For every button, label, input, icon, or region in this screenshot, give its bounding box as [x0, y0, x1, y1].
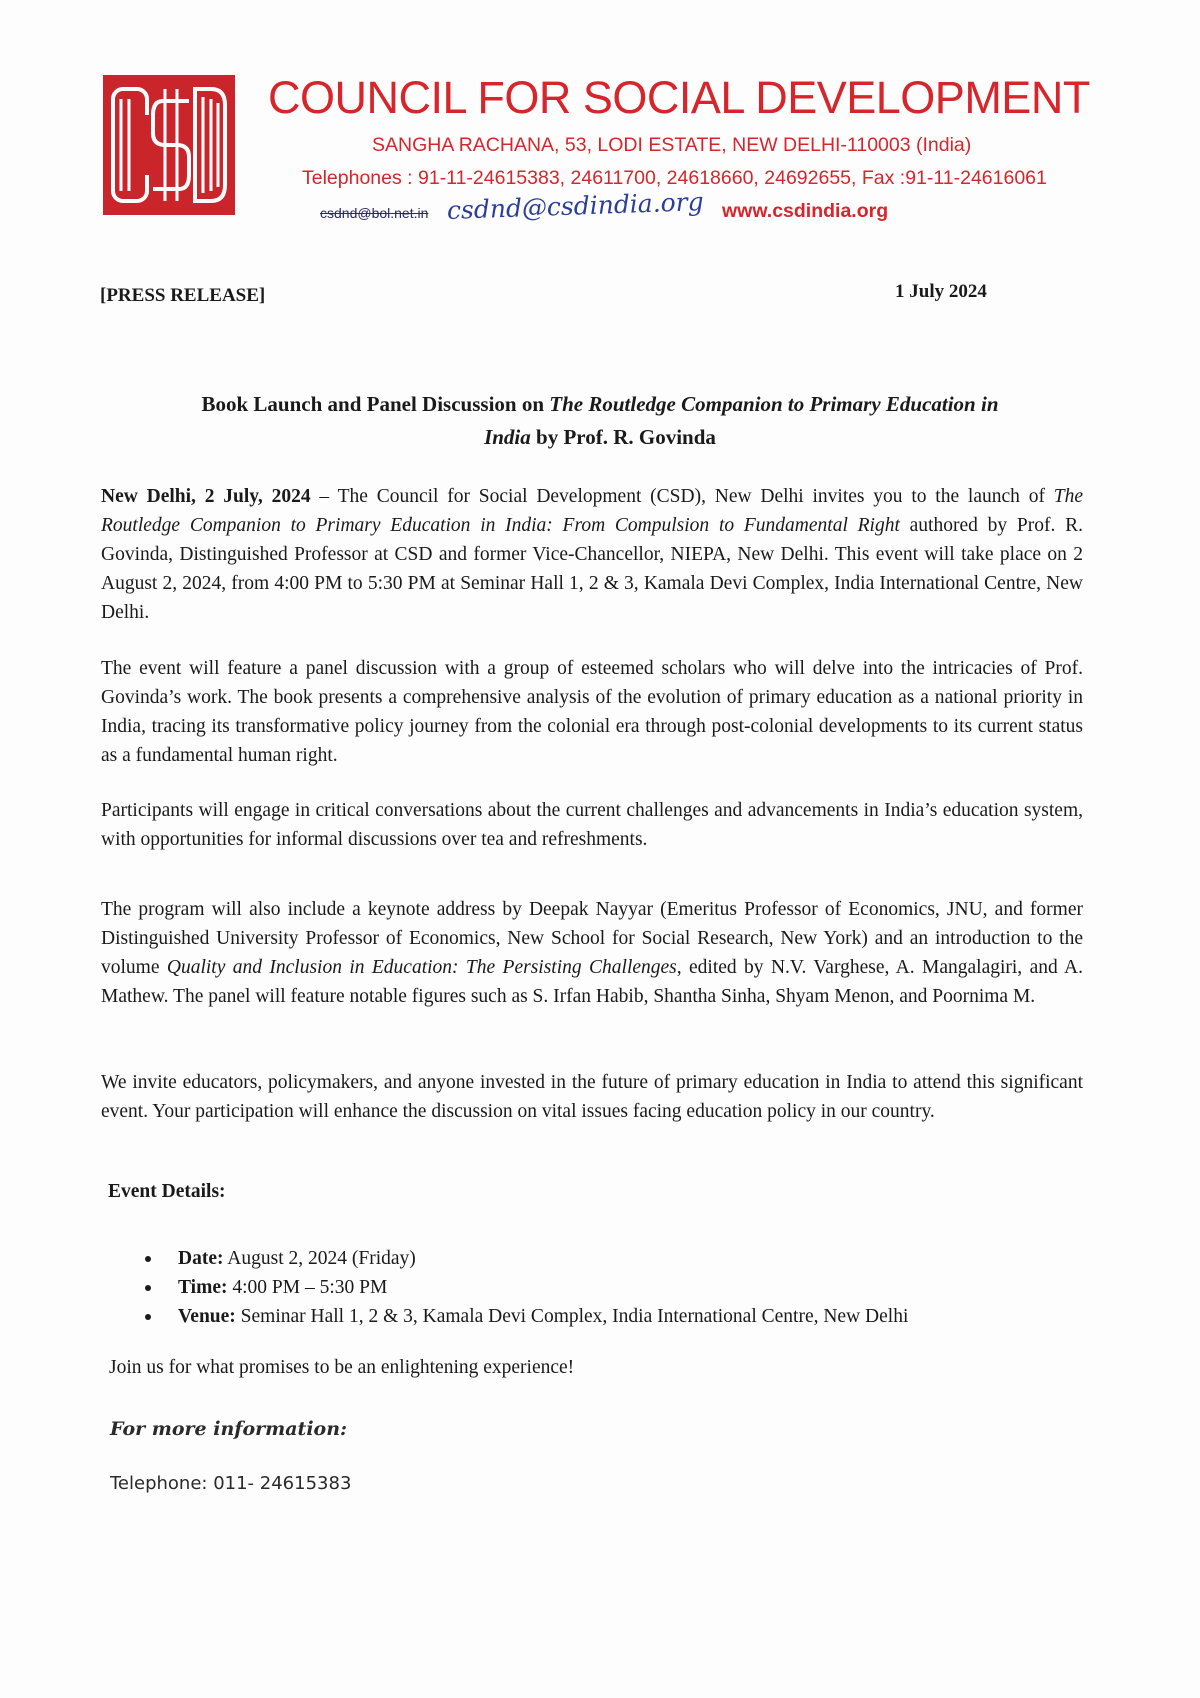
more-info-heading: For more information:	[110, 1418, 348, 1440]
headline-book-title-part2: India	[484, 425, 531, 449]
email-handwritten: csdnd@csdindia.org	[446, 187, 705, 225]
volume-title: Quality and Inclusion in Education: The Persisting Challenges	[166, 957, 677, 978]
event-detail-venue	[145, 1302, 908, 1331]
intro-text-b: authored by Prof. R. Govinda, Distinguished Professor at CSD and former Vice-Chancellor, NIEPA, New Delhi. This event will take place on 2 August 2, 2024, from 4:00 PM to 5:30 PM at Seminar Hall 1, 2 & 3, Kamala Devi Complex, India International Centre, New Delhi.	[101, 515, 1083, 623]
detail-value: 4:00 PM – 5:30 PM	[227, 1277, 388, 1298]
paragraph-keynote	[101, 895, 1083, 1011]
event-detail-time	[145, 1273, 908, 1302]
closing-line: Join us for what promises to be an enlightening experience!	[109, 1357, 575, 1378]
detail-label: Time:	[178, 1277, 228, 1298]
paragraph-invitation: We invite educators, policymakers, and anyone invested in the future of primary education in India to attend this significant event. Your participation will enhance the discussion on vital issues facing education policy in our country.	[101, 1072, 1083, 1122]
bullet-icon	[145, 1256, 151, 1262]
paragraph-participants: Participants will engage in critical conversations about the current challenges and advancements in India’s education system, with opportunities for informal discussions over tea and refreshments.	[101, 800, 1083, 850]
dateline: New Delhi, 2 July, 2024	[101, 486, 311, 507]
headline	[100, 388, 1100, 454]
event-details-list	[145, 1244, 908, 1331]
csd-logo	[103, 75, 235, 215]
contact-telephone: Telephone: 011- 24615383	[110, 1473, 352, 1494]
bullet-icon	[145, 1285, 151, 1291]
headline-book-title-part1: The Routledge Companion to Primary Education in	[549, 392, 999, 416]
detail-label: Date:	[178, 1248, 224, 1269]
event-details-heading: Event Details:	[108, 1181, 226, 1202]
detail-label: Venue:	[178, 1306, 236, 1327]
paragraph-panel: The event will feature a panel discussion with a group of esteemed scholars who will delve into the intricacies of Prof. Govinda’s work. The book presents a comprehensive analysis of the evolution of primary education as a national priority in India, tracing its transformative policy journey from the colonial era through post-colonial developments to its current status as a fundamental human right.	[101, 658, 1083, 766]
bullet-icon	[145, 1314, 151, 1320]
email-struck-out: csdnd@bol.net.in	[320, 205, 429, 221]
book-title: The Routledge Companion to Primary Education in India: From Compulsion to Fundamental Right	[101, 486, 1083, 536]
headline-prefix: Book Launch and Panel Discussion on	[201, 392, 550, 416]
keynote-text-a: The program will also include a keynote address by Deepak Nayyar (Emeritus Professor of Economics, JNU, and former Distinguished University Professor of Economics, New School for Social Research, New York) and an introduction to the volume	[101, 899, 1083, 978]
headline-suffix: by Prof. R. Govinda	[530, 425, 716, 449]
organization-name: COUNCIL FOR SOCIAL DEVELOPMENT	[268, 72, 1090, 123]
release-date: 1 July 2024	[895, 281, 987, 302]
paragraph-intro	[101, 482, 1083, 627]
detail-value: August 2, 2024 (Friday)	[223, 1248, 416, 1269]
website-link[interactable]: www.csdindia.org	[722, 200, 889, 222]
intro-text-a: – The Council for Social Development (CSD), New Delhi invites you to the launch of	[310, 486, 1054, 507]
organization-phones: Telephones : 91-11-24615383, 24611700, 24618660, 24692655, Fax :91-11-24616061	[302, 167, 1047, 189]
press-release-label: [PRESS RELEASE]	[100, 285, 266, 306]
keynote-text-b: , edited by N.V. Varghese, A. Mangalagiri, and A. Mathew. The panel will feature notable figures such as S. Irfan Habib, Shantha Sinha, Shyam Menon, and Poornima M.	[101, 957, 1083, 1007]
organization-address: SANGHA RACHANA, 53, LODI ESTATE, NEW DELHI-110003 (India)	[372, 134, 972, 156]
detail-value: Seminar Hall 1, 2 & 3, Kamala Devi Complex, India International Centre, New Delhi	[235, 1306, 909, 1327]
event-detail-date	[145, 1244, 908, 1273]
